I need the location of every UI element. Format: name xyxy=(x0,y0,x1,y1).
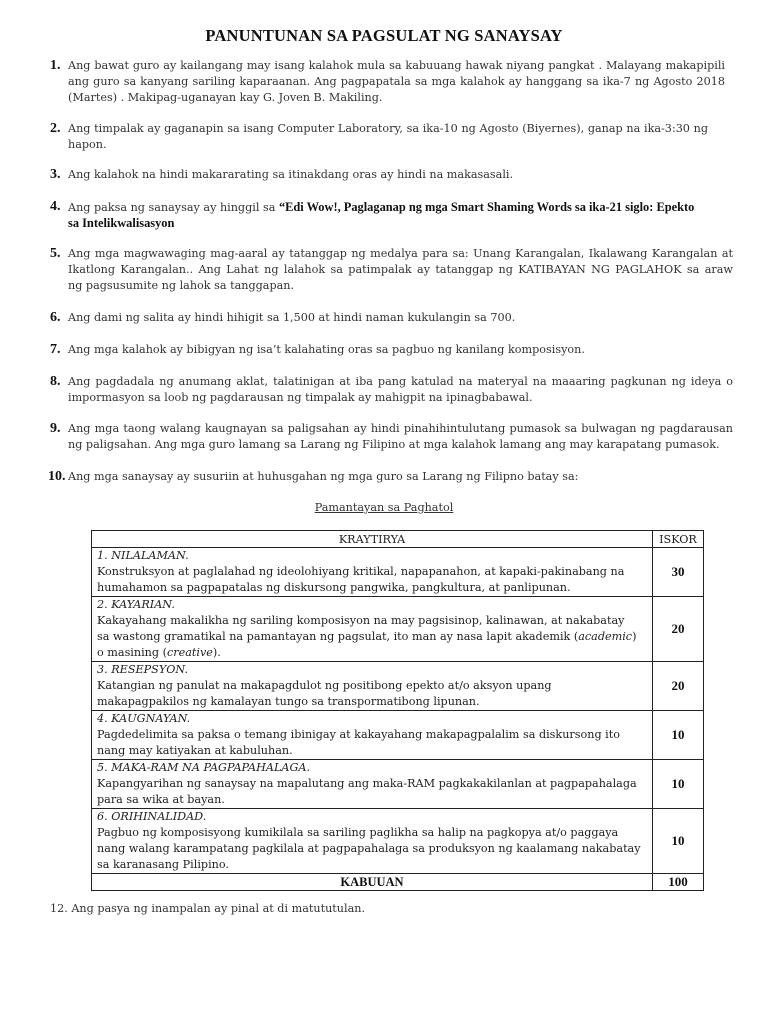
criterion-description xyxy=(97,629,647,645)
criterion-cell xyxy=(92,548,653,597)
rule-text: impormasyon sa loob ng pagdarausan ng timpalak ay mahigpit na ipinagbabawal. xyxy=(68,391,533,404)
criterion-cell xyxy=(92,711,653,760)
rule-text: Ang mga sanaysay ay susuriin at huhusgahan ng mga guro sa Larang ng Filipno batay sa: xyxy=(68,470,579,483)
rule-text: ang guro sa kanyang sariling kaparaanan. Ang pagpapatala sa mga kalahok ay hanggang sa ika-7 ng Agosto 2018 xyxy=(68,75,725,88)
rubric-header-row xyxy=(92,531,704,548)
criterion-description: Konstruksyon at paglalahad ng ideolohiyang kritikal, napapanahon, at kapaki-pakinabang na xyxy=(97,565,625,578)
rule-number: 8. xyxy=(50,374,61,389)
rule-number: 10. xyxy=(48,469,66,484)
rule-text: ng pagsusumite ng lahok sa tanggapan. xyxy=(68,279,295,292)
criterion-score: 10 xyxy=(653,760,704,809)
rubric-row xyxy=(92,548,704,597)
rule-text: Ang dami ng salita ay hindi hihigit sa 1,500 at hindi naman kukulangin sa 700. xyxy=(68,311,516,324)
criterion-description-part: sa wastong gramatikal na pamantayan ng pagsulat, ito man ay nasa lapit akademik ( xyxy=(97,630,579,643)
criterion-score: 20 xyxy=(653,597,704,662)
criterion-description: makapagpakilos ng kamalayan tungo sa transpormatibong lipunan. xyxy=(97,695,480,708)
rule-number: 3. xyxy=(50,167,61,182)
criterion-score: 30 xyxy=(653,548,704,597)
total-label: KABUUAN xyxy=(92,874,653,891)
rule-text: Ang kalahok na hindi makararating sa itinakdang oras ay hindi na makasasali. xyxy=(68,168,514,181)
rule-number: 4. xyxy=(50,199,61,214)
rule-text: Ang mga magwawaging mag-aaral ay tatanggap ng medalya para sa: Unang Karangalan, Ikalawang Karangalan at xyxy=(68,247,733,260)
criterion-description: nang walang karampatang pagkilala at pagpapahalaga sa produksyon ng kaalamang nakabatay xyxy=(97,842,641,855)
document-title: PANUNTUNAN SA PAGSULAT NG SANAYSAY xyxy=(205,26,563,45)
criterion-description: Pagdedelimita sa paksa o temang ibinigay at kakayahang makapagpalalim sa diskursong ito xyxy=(97,728,620,741)
total-score: 100 xyxy=(653,874,704,891)
criterion-score: 10 xyxy=(653,711,704,760)
criteria-header: KRAYTIRYA xyxy=(92,531,653,548)
rule-text: (Martes) . Makipag-uganayan kay G. Joven B. Makiling. xyxy=(68,91,383,104)
score-header: ISKOR xyxy=(653,531,704,548)
criterion-description: Kakayahang makalikha ng sariling komposisyon na may pagsisinop, kalinawan, at nakabatay xyxy=(97,614,625,627)
rubric-table xyxy=(91,530,704,891)
rubric-total-row xyxy=(92,874,704,891)
criterion-description: humahamon sa pagpapatalas ng diskursong pangwika, pangkultura, at panlipunan. xyxy=(97,581,571,594)
criterion-description: nang may katiyakan at kabuluhan. xyxy=(97,744,293,757)
rule-text: Ang bawat guro ay kailangang may isang kalahok mula sa kabuuang hawak niyang pangkat . Malayang makapipili xyxy=(68,59,725,72)
rubric-row xyxy=(92,711,704,760)
criterion-description: para sa wika at bayan. xyxy=(97,793,225,806)
rule-number: 7. xyxy=(50,342,61,357)
final-rule: 12. Ang pasya ng inampalan ay pinal at di matututulan. xyxy=(50,902,365,915)
rule-number: 2. xyxy=(50,121,61,136)
rule-number: 6. xyxy=(50,310,61,325)
criterion-cell xyxy=(92,597,653,662)
criterion-description: sa karanasang Pilipino. xyxy=(97,858,229,871)
criterion-description: Kapangyarihan ng sanaysay na mapalutang ang maka-RAM pagkakakilanlan at pagpapahalaga xyxy=(97,777,637,790)
rule-text: Ang mga taong walang kaugnayan sa paligsahan ay hindi pinahihintulutang pumasok sa bulwagan ng pagdarausan xyxy=(68,422,733,435)
criterion-description xyxy=(97,645,647,661)
rule-text: Ang mga kalahok ay bibigyan ng isa’t kalahating oras sa pagbuo ng kanilang komposisyon. xyxy=(68,343,585,356)
criterion-name: 1. NILALAMAN. xyxy=(97,549,189,562)
rule-number: 1. xyxy=(50,58,61,73)
rule-text: ng paligsahan. Ang mga guro lamang sa Larang ng Filipino at mga kalahok lamang ang may karapatang pumasok. xyxy=(68,438,720,451)
criterion-term-italic: creative xyxy=(166,646,213,659)
rubric-row xyxy=(92,597,704,662)
rule-text: hapon. xyxy=(68,138,107,151)
criterion-description-part: ) xyxy=(632,630,637,643)
rule-number: 5. xyxy=(50,246,61,261)
criterion-score: 20 xyxy=(653,662,704,711)
criterion-score: 10 xyxy=(653,809,704,874)
rule-text: Ang pagdadala ng anumang aklat, talatinigan at iba pang katulad na materyal na maaaring pagkunan ng ideya o xyxy=(68,375,733,388)
criterion-name: 5. MAKA-RAM NA PAGPAPAHALAGA. xyxy=(97,761,311,774)
essay-topic: sa Intelikwalisasyon xyxy=(68,216,175,230)
criterion-name: 6. ORIHINALIDAD. xyxy=(97,810,207,823)
criterion-description-part: ). xyxy=(212,646,221,659)
rubric-row xyxy=(92,760,704,809)
criterion-term-italic: academic xyxy=(578,630,633,643)
criterion-name: 4. KAUGNAYAN. xyxy=(97,712,191,725)
criterion-description: Katangian ng panulat na makapagdulot ng positibong epekto at/o aksyon upang xyxy=(97,679,552,692)
essay-topic: “Edi Wow!, Paglaganap ng mga Smart Shaming Words sa ika-21 siglo: Epekto xyxy=(278,200,695,214)
criterion-name: 2. KAYARIAN. xyxy=(97,598,175,611)
rule-lead-text: Ang paksa ng sanaysay ay hinggil sa xyxy=(68,201,279,214)
rule-text xyxy=(68,199,725,216)
rule-text: Ikatlong Karangalan.. Ang Lahat ng lalahok sa patimpalak ay tatanggap ng KATIBAYAN NG PAGLAHOK sa araw xyxy=(68,263,733,276)
rule-text: Ang timpalak ay gaganapin sa isang Computer Laboratory, sa ika-10 ng Agosto (Biyernes), ganap na ika-3:30 ng xyxy=(68,122,708,135)
criterion-cell xyxy=(92,662,653,711)
rubric-row xyxy=(92,662,704,711)
rule-number: 9. xyxy=(50,421,61,436)
rubric-caption: Pamantayan sa Paghatol xyxy=(314,501,454,514)
criterion-description-part: o masining ( xyxy=(97,646,167,659)
rubric-row xyxy=(92,809,704,874)
criterion-description: Pagbuo ng komposisyong kumikilala sa sariling paglikha sa halip na pagkopya at/o paggaya xyxy=(97,826,619,839)
criterion-cell xyxy=(92,809,653,874)
criterion-cell xyxy=(92,760,653,809)
criterion-name: 3. RESEPSYON. xyxy=(97,663,189,676)
